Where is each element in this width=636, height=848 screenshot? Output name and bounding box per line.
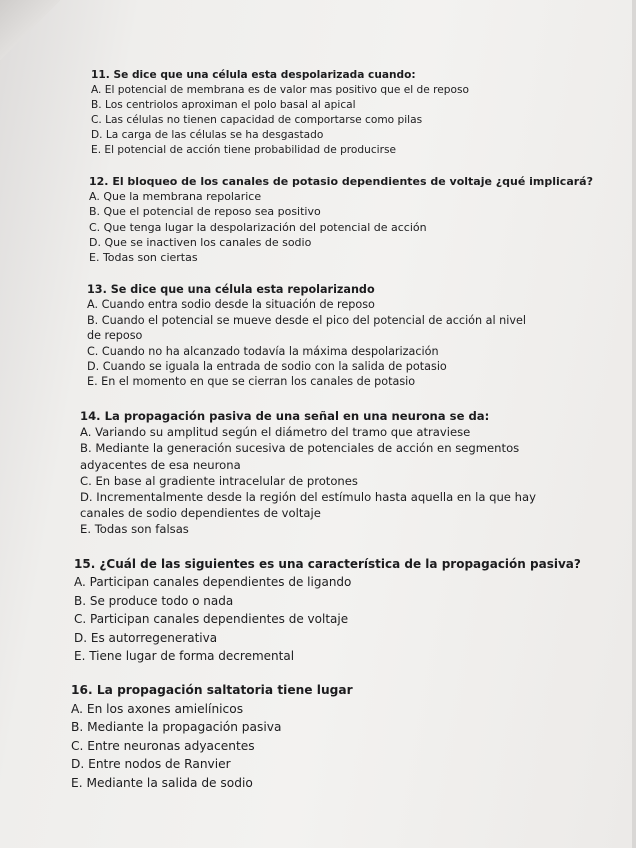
question-title: 15. ¿Cuál de las siguientes es una característica de la propagación pasiva? (74, 557, 581, 571)
option-e: E. El potencial de acción tiene probabilidad de producirse (91, 144, 397, 156)
option-d: D. Que se inactiven los canales de sodio (89, 235, 312, 249)
option-c: C. Las células no tienen capacidad de comportarse como pilas (91, 114, 423, 126)
option-b: B. Mediante la propagación pasiva (71, 720, 282, 734)
option-c: C. Entre neuronas adyacentes (71, 738, 255, 753)
option-a: A. El potencial de membrana es de valor mas positivo que el de reposo (91, 84, 469, 96)
option-d: D. Incrementalmente desde la región del estímulo hasta aquella en la que hay canales de sodio dependientes de voltaje (80, 490, 536, 521)
option-a: A. Cuando entra sodio desde la situación de reposo (87, 298, 375, 312)
option-e: E. Todas son falsas (80, 522, 189, 537)
option-c: C. Cuando no ha alcanzado todavía la máxima despolarización (87, 344, 439, 358)
option-d: D. Entre nodos de Ranvier (71, 757, 231, 771)
question-11 (91, 68, 571, 158)
option-b: B. Mediante la generación sucesiva de potenciales de acción en segmentos adyacentes de esa neurona (80, 441, 520, 472)
option-e: E. Mediante la salida de sodio (71, 775, 253, 790)
question-title: 11. Se dice que una célula esta despolarizada cuando: (91, 69, 416, 81)
option-b: B. Que el potencial de reposo sea positivo (89, 205, 321, 219)
page-edge (632, 0, 636, 848)
option-c: C. Que tenga lugar la despolarización del potencial de acción (89, 220, 427, 234)
question-13 (87, 282, 567, 390)
option-a: A. Variando su amplitud según el diámetro del tramo que atraviese (80, 425, 471, 440)
question-14 (80, 408, 560, 538)
question-title: 13. Se dice que una célula esta repolarizando (87, 283, 375, 296)
option-a: A. Que la membrana repolarice (89, 190, 262, 204)
page-corner-shadow (0, 0, 60, 60)
option-b: B. Se produce todo o nada (74, 593, 234, 608)
option-c: C. Participan canales dependientes de voltaje (74, 612, 349, 627)
option-b: B. Cuando el potencial se mueve desde el pico del potencial de acción al nivel de reposo (87, 313, 526, 343)
option-e: E. En el momento en que se cierran los canales de potasio (87, 375, 416, 389)
question-title: 12. El bloqueo de los canales de potasio dependientes de voltaje ¿qué implicará? (89, 175, 593, 188)
option-a: A. Participan canales dependientes de ligando (74, 575, 352, 590)
option-d: D. La carga de las células se ha desgastado (91, 129, 324, 141)
question-12 (89, 174, 593, 265)
option-e: E. Tiene lugar de forma decremental (74, 649, 295, 664)
option-a: A. En los axones amielínicos (71, 701, 244, 716)
option-d: D. Es autorregenerativa (74, 630, 218, 645)
option-e: E. Todas son ciertas (89, 251, 198, 265)
question-16 (71, 681, 551, 792)
question-title: 16. La propagación saltatoria tiene lugar (71, 683, 353, 697)
question-15 (74, 555, 581, 665)
option-c: C. En base al gradiente intracelular de protones (80, 473, 358, 488)
question-title: 14. La propagación pasiva de una señal en una neurona se da: (80, 409, 490, 423)
option-d: D. Cuando se iguala la entrada de sodio con la salida de potasio (87, 360, 447, 374)
option-b: B. Los centriolos aproximan el polo basal al apical (91, 99, 356, 111)
